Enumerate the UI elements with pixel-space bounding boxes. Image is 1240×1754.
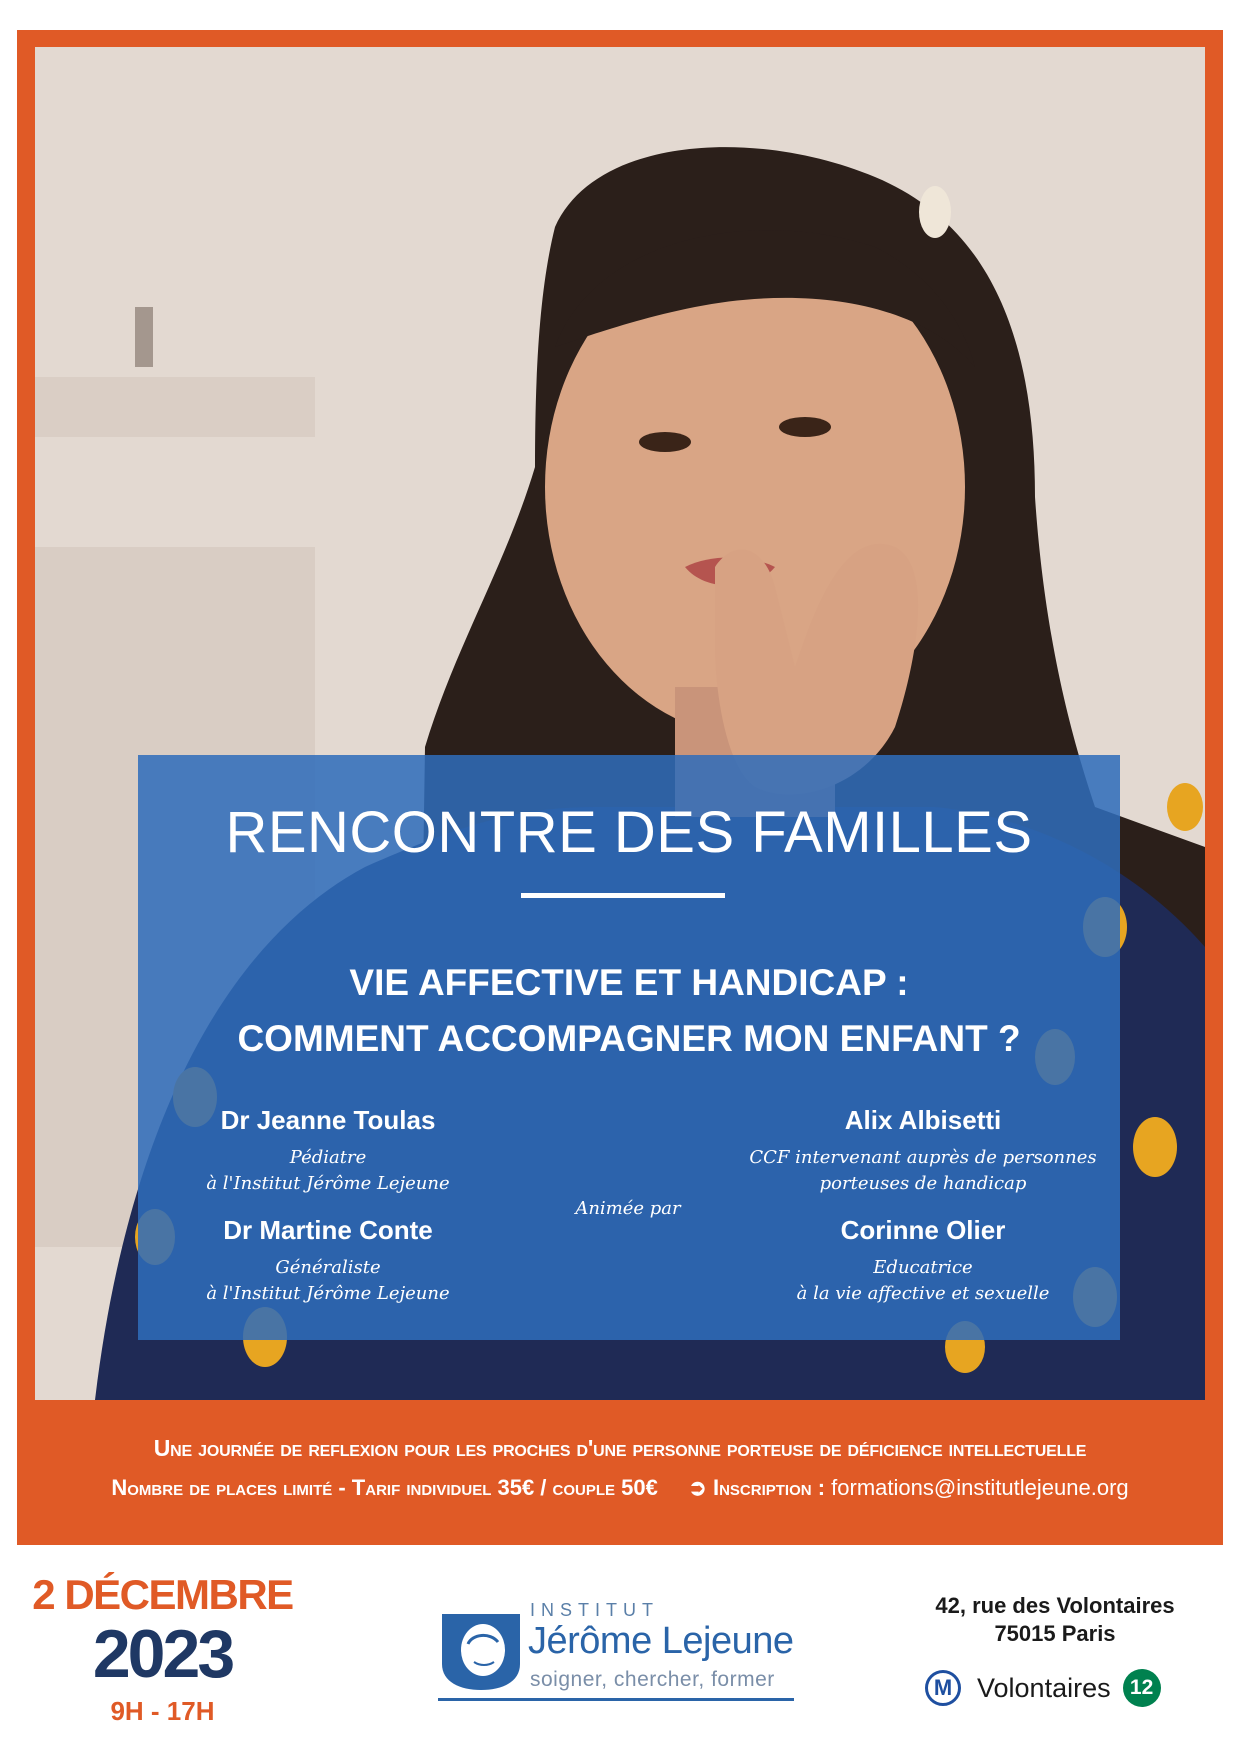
speaker-role-line-2: porteuses de handicap [819, 1173, 1027, 1194]
logo-name: Jérôme Lejeune [528, 1620, 794, 1662]
speaker-jeanne-toulas [148, 1103, 508, 1197]
speaker-role-line-2: à l'Institut Jérôme Lejeune [206, 1283, 450, 1304]
speaker-role-line-1: CCF intervenant auprès de personnes [749, 1147, 1097, 1168]
venue-address [895, 1592, 1215, 1648]
address-city: 75015 Paris [994, 1621, 1116, 1646]
registration-label: Inscription : [712, 1475, 826, 1500]
logo-tagline: soigner, chercher, former [530, 1668, 775, 1691]
logo-institut-text: INSTITUT [530, 1600, 659, 1620]
speaker-role-line-1: Educatrice [873, 1257, 973, 1278]
subtitle-line-1: VIE AFFECTIVE ET HANDICAP : [349, 962, 909, 1003]
speaker-martine-conte [148, 1213, 508, 1307]
title-divider [521, 893, 725, 898]
metro-station: Volontaires [977, 1672, 1111, 1703]
event-date [20, 1572, 305, 1727]
date-year: 2023 [92, 1616, 233, 1692]
speaker-role-line-1: Généraliste [275, 1257, 381, 1278]
speaker-name: Dr Martine Conte [223, 1215, 433, 1245]
metro-info [925, 1666, 1161, 1710]
pricing-info: Nombre de places limité - Tarif individuel 35€ / couple 50€ [111, 1475, 658, 1500]
speaker-name: Dr Jeanne Toulas [220, 1105, 436, 1135]
speaker-name: Alix Albisetti [844, 1105, 1002, 1135]
event-info-panel [138, 755, 1120, 1340]
event-subtitle [138, 955, 1120, 1067]
portrait-emblem-icon [438, 1604, 524, 1692]
address-street: 42, rue des Volontaires [935, 1593, 1175, 1618]
speaker-role [148, 1255, 508, 1307]
speaker-role-line-1: Pédiatre [289, 1147, 367, 1168]
speaker-role-line-2: à la vie affective et sexuelle [796, 1283, 1050, 1304]
registration-email-link[interactable]: formations@institutlejeune.org [831, 1475, 1129, 1500]
subtitle-line-2: COMMENT ACCOMPAGNER MON ENFANT ? [237, 1018, 1021, 1059]
speaker-role [723, 1145, 1123, 1197]
banner-details [17, 1475, 1223, 1501]
metro-line-badge: 12 [1123, 1669, 1161, 1707]
speaker-role [743, 1255, 1103, 1307]
banner-description: Une journée de reflexion pour les proches d'une personne porteuse de déficience intellectuelle [153, 1435, 1087, 1461]
logo-underline [438, 1698, 794, 1701]
arrow-icon: ➲ [688, 1475, 707, 1500]
hosted-by-label: Animée par [575, 1198, 681, 1219]
event-hours: 9H - 17H [110, 1696, 215, 1726]
speaker-corinne-olier [743, 1213, 1103, 1307]
speaker-alix-albisetti [723, 1103, 1123, 1197]
institut-lejeune-logo [438, 1592, 798, 1702]
speaker-role [148, 1145, 508, 1197]
metro-icon: M [925, 1670, 961, 1706]
speaker-name: Corinne Olier [840, 1215, 1006, 1245]
date-day: 2 DÉCEMBRE [32, 1571, 293, 1618]
event-title: RENCONTRE DES FAMILLES [225, 800, 1033, 865]
speaker-role-line-2: à l'Institut Jérôme Lejeune [206, 1173, 450, 1194]
